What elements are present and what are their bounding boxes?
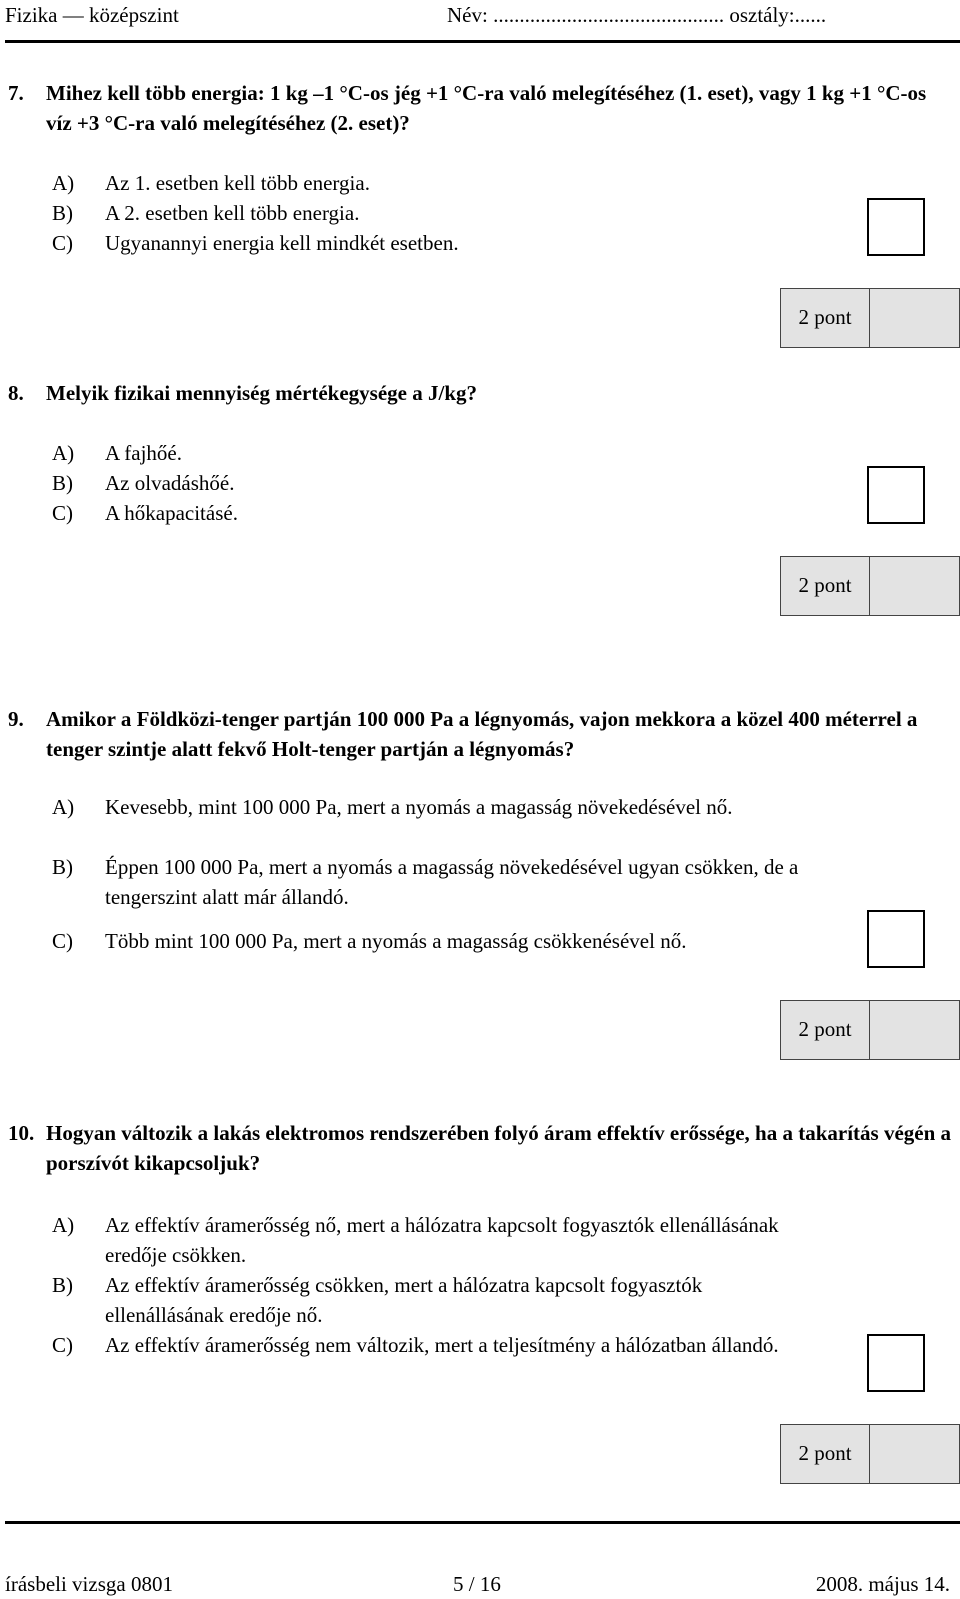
option-letter: C): [52, 231, 73, 255]
option-text: A hőkapacitásé.: [105, 501, 238, 525]
option-text: Az effektív áramerősség csökken, mert a hálózatra kapcsolt fogyasztók ellenállásának eredője nő.: [105, 1273, 703, 1327]
header-rule: [5, 40, 960, 43]
option-text: Több mint 100 000 Pa, mert a nyomás a magasság csökkenésével nő.: [105, 929, 687, 953]
question-number: 7.: [8, 81, 24, 105]
score-cell[interactable]: [869, 288, 960, 348]
points-label: 2 pont: [780, 1424, 870, 1484]
score-cell[interactable]: [869, 556, 960, 616]
option-letter: C): [52, 501, 73, 525]
footer-date: 2008. május 14.: [815, 1572, 950, 1596]
option-text: Ugyanannyi energia kell mindkét esetben.: [105, 231, 459, 255]
score-row-8: [780, 556, 960, 616]
option-text: Az olvadáshőé.: [105, 471, 235, 495]
points-label: 2 pont: [780, 556, 870, 616]
footer-rule: [5, 1521, 960, 1524]
option-letter: C): [52, 1333, 73, 1357]
option-letter: C): [52, 929, 73, 953]
points-label: 2 pont: [780, 1000, 870, 1060]
answer-box-8[interactable]: [867, 466, 925, 524]
option-text: Kevesebb, mint 100 000 Pa, mert a nyomás a magasság növekedésével nő.: [105, 795, 733, 819]
answer-box-9[interactable]: [867, 910, 925, 968]
answer-box-10[interactable]: [867, 1334, 925, 1392]
option-text: Az 1. esetben kell több energia.: [105, 171, 370, 195]
answer-box-7[interactable]: [867, 198, 925, 256]
question-text: Amikor a Földközi-tenger partján 100 000 Pa a légnyomás, vajon mekkora a közel 400 méterrel a tenger szintje alatt fekvő Holt-tenger partján a légnyomás?: [46, 707, 918, 761]
score-row-10: [780, 1424, 960, 1484]
option-letter: A): [52, 795, 75, 819]
option-letter: B): [52, 855, 73, 879]
option-text: Éppen 100 000 Pa, mert a nyomás a magasság növekedésével ugyan csökken, de a tengerszint alatt már állandó.: [105, 855, 799, 909]
question-text: Mihez kell több energia: 1 kg –1 °C-os jég +1 °C-ra való melegítéséhez (1. eset), vagy 1 kg +1 °C-os víz +3 °C-ra való melegítéséhez (2. eset)?: [46, 81, 927, 135]
option-text: Az effektív áramerősség nem változik, mert a teljesítmény a hálózatban állandó.: [105, 1333, 779, 1357]
footer-page-number: 5 / 16: [453, 1572, 501, 1596]
header-name-field: Név: ............................................ osztály:......: [447, 3, 827, 27]
option-text: A 2. esetben kell több energia.: [105, 201, 360, 225]
question-text: Hogyan változik a lakás elektromos rendszerében folyó áram effektív erőssége, ha a takarítás végén a porszívót kikapcsoljuk?: [46, 1121, 952, 1175]
option-letter: B): [52, 1273, 73, 1297]
score-cell[interactable]: [869, 1424, 960, 1484]
header-subject: Fizika — középszint: [5, 3, 179, 27]
score-cell[interactable]: [869, 1000, 960, 1060]
option-letter: B): [52, 201, 73, 225]
option-letter: A): [52, 171, 75, 195]
question-number: 9.: [8, 707, 24, 731]
score-row-9: [780, 1000, 960, 1060]
option-letter: A): [52, 441, 75, 465]
question-number: 10.: [8, 1121, 35, 1145]
footer-exam: írásbeli vizsga 0801: [5, 1572, 173, 1596]
points-label: 2 pont: [780, 288, 870, 348]
option-text: A fajhőé.: [105, 441, 182, 465]
option-letter: B): [52, 471, 73, 495]
option-letter: A): [52, 1213, 75, 1237]
option-text: Az effektív áramerősség nő, mert a hálózatra kapcsolt fogyasztók ellenállásának eredője csökken.: [105, 1213, 779, 1267]
score-row-7: [780, 288, 960, 348]
question-number: 8.: [8, 381, 24, 405]
question-text: Melyik fizikai mennyiség mértékegysége a J/kg?: [46, 381, 478, 405]
